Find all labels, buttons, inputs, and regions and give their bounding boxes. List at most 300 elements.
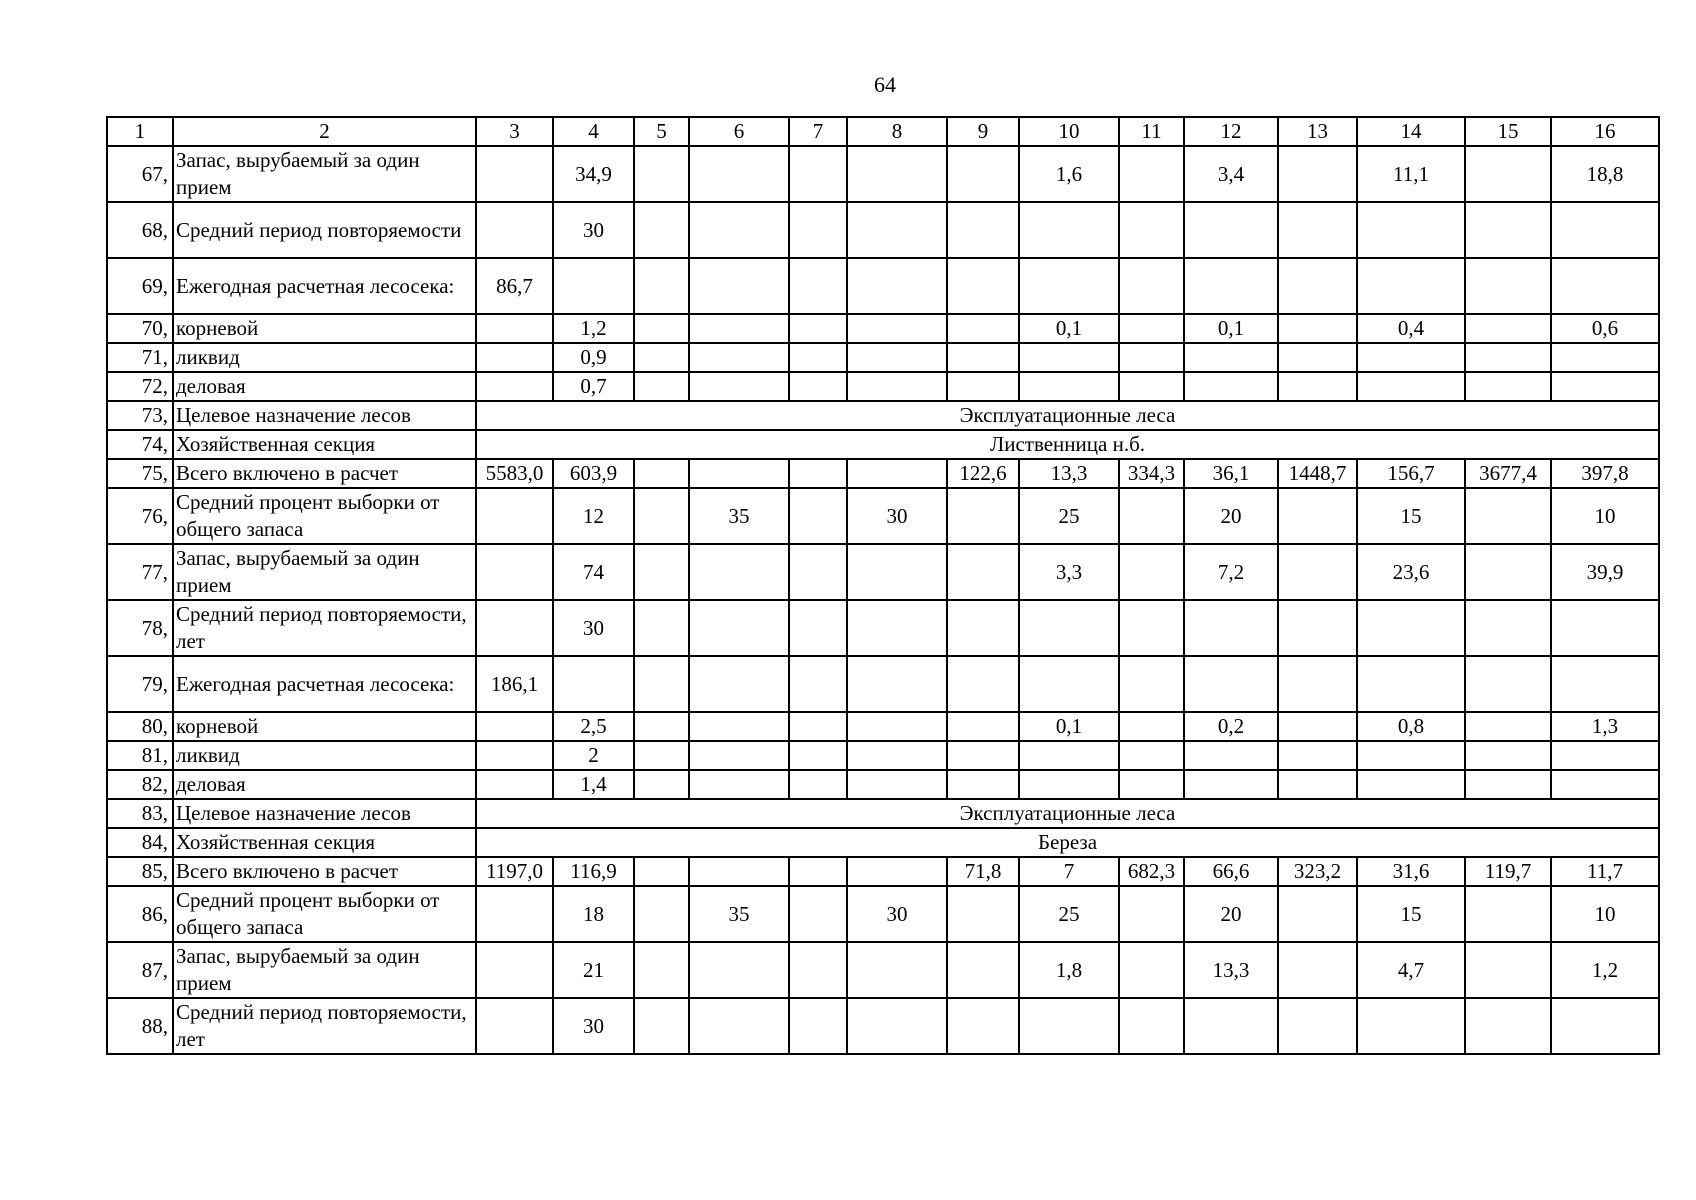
cell-col-11 [1119,544,1184,600]
cell-col-15: 119,7 [1465,857,1551,886]
cell-col-15 [1465,741,1551,770]
cell-col-16: 1,3 [1551,712,1659,741]
cell-col-15 [1465,314,1551,343]
cell-col-16 [1551,770,1659,799]
cell-col-9 [947,886,1019,942]
cell-col-13 [1278,146,1357,202]
row-label: Запас, вырубаемый за один прием [173,942,476,998]
cell-col-6 [689,712,789,741]
cell-col-5 [634,488,689,544]
merged-cell: Лиственница н.б. [476,430,1659,459]
merged-cell: Эксплуатационные леса [476,799,1659,828]
header-cell-5: 5 [634,117,689,146]
cell-col-15 [1465,372,1551,401]
cell-col-11 [1119,372,1184,401]
header-cell-2: 2 [173,117,476,146]
cell-col-14 [1357,258,1465,314]
cell-col-3 [476,998,553,1054]
cell-col-12: 13,3 [1184,942,1278,998]
cell-col-10: 0,1 [1019,712,1119,741]
cell-col-15 [1465,146,1551,202]
header-row [107,117,1659,146]
cell-col-13: 323,2 [1278,857,1357,886]
row-number: 76, [107,488,173,544]
cell-col-3 [476,942,553,998]
row-number: 69, [107,258,173,314]
cell-col-13 [1278,600,1357,656]
cell-col-3: 86,7 [476,258,553,314]
cell-col-10 [1019,998,1119,1054]
cell-col-7 [789,712,847,741]
cell-col-11 [1119,343,1184,372]
cell-col-11 [1119,712,1184,741]
row-label: ликвид [173,741,476,770]
cell-col-10: 13,3 [1019,459,1119,488]
cell-col-9 [947,741,1019,770]
row-number: 84, [107,828,173,857]
row-label: Хозяйственная секция [173,430,476,459]
cell-col-4 [553,258,634,314]
cell-col-11 [1119,488,1184,544]
table-row [107,741,1659,770]
table-row [107,343,1659,372]
table-row [107,886,1659,942]
cell-col-8 [847,741,947,770]
cell-col-15 [1465,770,1551,799]
cell-col-15 [1465,942,1551,998]
cell-col-7 [789,202,847,258]
merged-cell: Береза [476,828,1659,857]
cell-col-8 [847,372,947,401]
header-cell-1: 1 [107,117,173,146]
cell-col-6 [689,656,789,712]
cell-col-10 [1019,770,1119,799]
cell-col-4 [553,656,634,712]
cell-col-15: 3677,4 [1465,459,1551,488]
table-row [107,314,1659,343]
cell-col-4: 74 [553,544,634,600]
page-number: 64 [874,72,896,97]
cell-col-5 [634,258,689,314]
cell-col-9 [947,600,1019,656]
cell-col-8 [847,343,947,372]
row-number: 71, [107,343,173,372]
cell-col-4: 2,5 [553,712,634,741]
cell-col-7 [789,343,847,372]
cell-col-11 [1119,202,1184,258]
cell-col-3 [476,770,553,799]
cell-col-8 [847,314,947,343]
row-label: Ежегодная расчетная лесосека: [173,258,476,314]
cell-col-9 [947,712,1019,741]
cell-col-5 [634,656,689,712]
cell-col-3 [476,372,553,401]
cell-col-4: 0,7 [553,372,634,401]
cell-col-14: 15 [1357,886,1465,942]
cell-col-9 [947,656,1019,712]
table-row [107,942,1659,998]
cell-col-10 [1019,343,1119,372]
cell-col-14 [1357,770,1465,799]
cell-col-10: 1,8 [1019,942,1119,998]
cell-col-6 [689,741,789,770]
cell-col-16: 0,6 [1551,314,1659,343]
cell-col-5 [634,741,689,770]
cell-col-13 [1278,372,1357,401]
cell-col-11 [1119,942,1184,998]
cell-col-7 [789,314,847,343]
cell-col-12 [1184,343,1278,372]
cell-col-6 [689,146,789,202]
cell-col-5 [634,343,689,372]
cell-col-6 [689,600,789,656]
table-body [107,117,1659,1054]
cell-col-16 [1551,202,1659,258]
row-number: 79, [107,656,173,712]
cell-col-3 [476,146,553,202]
cell-col-3 [476,202,553,258]
row-number: 88, [107,998,173,1054]
cell-col-9 [947,544,1019,600]
row-number: 77, [107,544,173,600]
cell-col-15 [1465,202,1551,258]
cell-col-12: 7,2 [1184,544,1278,600]
cell-col-11 [1119,600,1184,656]
cell-col-9 [947,314,1019,343]
cell-col-9 [947,202,1019,258]
table-row [107,146,1659,202]
cell-col-10: 1,6 [1019,146,1119,202]
header-cell-13: 13 [1278,117,1357,146]
header-cell-4: 4 [553,117,634,146]
row-label: деловая [173,372,476,401]
header-cell-14: 14 [1357,117,1465,146]
cell-col-13 [1278,488,1357,544]
cell-col-14: 0,8 [1357,712,1465,741]
cell-col-4: 21 [553,942,634,998]
row-number: 75, [107,459,173,488]
row-number: 80, [107,712,173,741]
cell-col-14: 15 [1357,488,1465,544]
cell-col-15 [1465,488,1551,544]
cell-col-7 [789,488,847,544]
cell-col-11 [1119,656,1184,712]
cell-col-14: 11,1 [1357,146,1465,202]
header-cell-6: 6 [689,117,789,146]
row-number: 85, [107,857,173,886]
cell-col-7 [789,258,847,314]
cell-col-8 [847,202,947,258]
cell-col-12: 3,4 [1184,146,1278,202]
data-table [106,116,1660,1055]
cell-col-16: 10 [1551,886,1659,942]
cell-col-4: 2 [553,741,634,770]
table-row [107,202,1659,258]
cell-col-9 [947,146,1019,202]
cell-col-15 [1465,258,1551,314]
cell-col-4: 116,9 [553,857,634,886]
cell-col-4: 603,9 [553,459,634,488]
cell-col-13 [1278,343,1357,372]
cell-col-15 [1465,343,1551,372]
cell-col-11 [1119,770,1184,799]
cell-col-6 [689,770,789,799]
cell-col-7 [789,942,847,998]
table-row [107,544,1659,600]
cell-col-5 [634,998,689,1054]
cell-col-7 [789,770,847,799]
cell-col-16: 39,9 [1551,544,1659,600]
cell-col-9: 122,6 [947,459,1019,488]
cell-col-3 [476,343,553,372]
header-cell-10: 10 [1019,117,1119,146]
table-row [107,600,1659,656]
cell-col-8 [847,857,947,886]
cell-col-4: 1,4 [553,770,634,799]
cell-col-10: 0,1 [1019,314,1119,343]
cell-col-3: 186,1 [476,656,553,712]
cell-col-13 [1278,544,1357,600]
cell-col-6 [689,459,789,488]
cell-col-3 [476,314,553,343]
row-number: 74, [107,430,173,459]
cell-col-11 [1119,314,1184,343]
cell-col-10 [1019,372,1119,401]
cell-col-3 [476,741,553,770]
row-number: 78, [107,600,173,656]
cell-col-9 [947,998,1019,1054]
cell-col-14 [1357,998,1465,1054]
cell-col-10 [1019,258,1119,314]
cell-col-11: 682,3 [1119,857,1184,886]
cell-col-9 [947,942,1019,998]
row-label: Запас, вырубаемый за один прием [173,146,476,202]
cell-col-12 [1184,770,1278,799]
cell-col-13 [1278,942,1357,998]
cell-col-14 [1357,372,1465,401]
cell-col-12: 20 [1184,886,1278,942]
cell-col-8: 30 [847,886,947,942]
row-label: Целевое назначение лесов [173,401,476,430]
cell-col-4: 34,9 [553,146,634,202]
row-label: ликвид [173,343,476,372]
cell-col-9 [947,770,1019,799]
row-label: Средний процент выборки от общего запаса [173,488,476,544]
table-row [107,857,1659,886]
cell-col-14: 156,7 [1357,459,1465,488]
cell-col-16: 1,2 [1551,942,1659,998]
cell-col-12: 20 [1184,488,1278,544]
row-label: Средний период повторяемости [173,202,476,258]
cell-col-8 [847,712,947,741]
cell-col-7 [789,544,847,600]
row-label: Всего включено в расчет [173,857,476,886]
cell-col-12 [1184,258,1278,314]
cell-col-7 [789,459,847,488]
cell-col-13 [1278,258,1357,314]
cell-col-11 [1119,886,1184,942]
cell-col-5 [634,372,689,401]
cell-col-16: 397,8 [1551,459,1659,488]
table-row [107,372,1659,401]
cell-col-12: 0,2 [1184,712,1278,741]
row-label: корневой [173,712,476,741]
cell-col-5 [634,942,689,998]
cell-col-14: 4,7 [1357,942,1465,998]
header-cell-12: 12 [1184,117,1278,146]
cell-col-6 [689,942,789,998]
table-row [107,258,1659,314]
cell-col-7 [789,600,847,656]
cell-col-7 [789,857,847,886]
cell-col-6 [689,258,789,314]
header-cell-9: 9 [947,117,1019,146]
cell-col-15 [1465,656,1551,712]
cell-col-12 [1184,656,1278,712]
cell-col-13 [1278,741,1357,770]
cell-col-16 [1551,343,1659,372]
cell-col-14: 31,6 [1357,857,1465,886]
table-row [107,998,1659,1054]
cell-col-7 [789,656,847,712]
cell-col-14 [1357,600,1465,656]
row-number: 70, [107,314,173,343]
cell-col-16 [1551,600,1659,656]
cell-col-14: 23,6 [1357,544,1465,600]
cell-col-7 [789,998,847,1054]
row-number: 83, [107,799,173,828]
cell-col-13: 1448,7 [1278,459,1357,488]
cell-col-5 [634,886,689,942]
cell-col-7 [789,372,847,401]
cell-col-6 [689,314,789,343]
row-label: деловая [173,770,476,799]
row-number: 73, [107,401,173,430]
cell-col-8: 30 [847,488,947,544]
cell-col-8 [847,146,947,202]
cell-col-3 [476,712,553,741]
row-label: Запас, вырубаемый за один прием [173,544,476,600]
cell-col-13 [1278,314,1357,343]
cell-col-7 [789,146,847,202]
cell-col-3: 5583,0 [476,459,553,488]
header-cell-11: 11 [1119,117,1184,146]
cell-col-16 [1551,998,1659,1054]
cell-col-8 [847,770,947,799]
merged-cell: Эксплуатационные леса [476,401,1659,430]
cell-col-3 [476,488,553,544]
cell-col-5 [634,459,689,488]
cell-col-16: 18,8 [1551,146,1659,202]
cell-col-10: 3,3 [1019,544,1119,600]
cell-col-11 [1119,146,1184,202]
cell-col-15 [1465,886,1551,942]
cell-col-15 [1465,544,1551,600]
cell-col-3 [476,886,553,942]
row-label: Средний период повторяемости, лет [173,600,476,656]
table-row [107,799,1659,828]
row-number: 67, [107,146,173,202]
cell-col-5 [634,770,689,799]
cell-col-11: 334,3 [1119,459,1184,488]
row-number: 72, [107,372,173,401]
cell-col-3 [476,600,553,656]
cell-col-6 [689,857,789,886]
cell-col-13 [1278,886,1357,942]
cell-col-13 [1278,712,1357,741]
cell-col-4: 30 [553,202,634,258]
table-row [107,459,1659,488]
cell-col-6 [689,343,789,372]
row-label: Ежегодная расчетная лесосека: [173,656,476,712]
cell-col-13 [1278,998,1357,1054]
cell-col-9: 71,8 [947,857,1019,886]
cell-col-14 [1357,343,1465,372]
cell-col-4: 18 [553,886,634,942]
cell-col-10: 25 [1019,886,1119,942]
cell-col-14: 0,4 [1357,314,1465,343]
table-row [107,656,1659,712]
cell-col-8 [847,942,947,998]
cell-col-15 [1465,998,1551,1054]
cell-col-6 [689,202,789,258]
cell-col-10: 25 [1019,488,1119,544]
row-label: Средний процент выборки от общего запаса [173,886,476,942]
cell-col-5 [634,314,689,343]
row-label: Средний период повторяемости, лет [173,998,476,1054]
cell-col-7 [789,886,847,942]
cell-col-12: 66,6 [1184,857,1278,886]
cell-col-10: 7 [1019,857,1119,886]
cell-col-6 [689,372,789,401]
cell-col-16 [1551,372,1659,401]
cell-col-14 [1357,656,1465,712]
cell-col-8 [847,998,947,1054]
cell-col-8 [847,459,947,488]
cell-col-10 [1019,600,1119,656]
cell-col-16 [1551,656,1659,712]
row-number: 82, [107,770,173,799]
cell-col-13 [1278,202,1357,258]
table-row [107,430,1659,459]
cell-col-16: 10 [1551,488,1659,544]
header-cell-8: 8 [847,117,947,146]
table-row [107,770,1659,799]
row-label: Целевое назначение лесов [173,799,476,828]
cell-col-8 [847,544,947,600]
table-row [107,488,1659,544]
row-label: корневой [173,314,476,343]
cell-col-12: 36,1 [1184,459,1278,488]
cell-col-16: 11,7 [1551,857,1659,886]
cell-col-3 [476,544,553,600]
cell-col-9 [947,372,1019,401]
header-cell-16: 16 [1551,117,1659,146]
row-label: Хозяйственная секция [173,828,476,857]
cell-col-4: 1,2 [553,314,634,343]
cell-col-10 [1019,202,1119,258]
cell-col-9 [947,258,1019,314]
cell-col-12 [1184,372,1278,401]
cell-col-11 [1119,741,1184,770]
cell-col-7 [789,741,847,770]
cell-col-15 [1465,600,1551,656]
header-cell-3: 3 [476,117,553,146]
cell-col-9 [947,343,1019,372]
cell-col-13 [1278,770,1357,799]
cell-col-12 [1184,600,1278,656]
table-row [107,712,1659,741]
